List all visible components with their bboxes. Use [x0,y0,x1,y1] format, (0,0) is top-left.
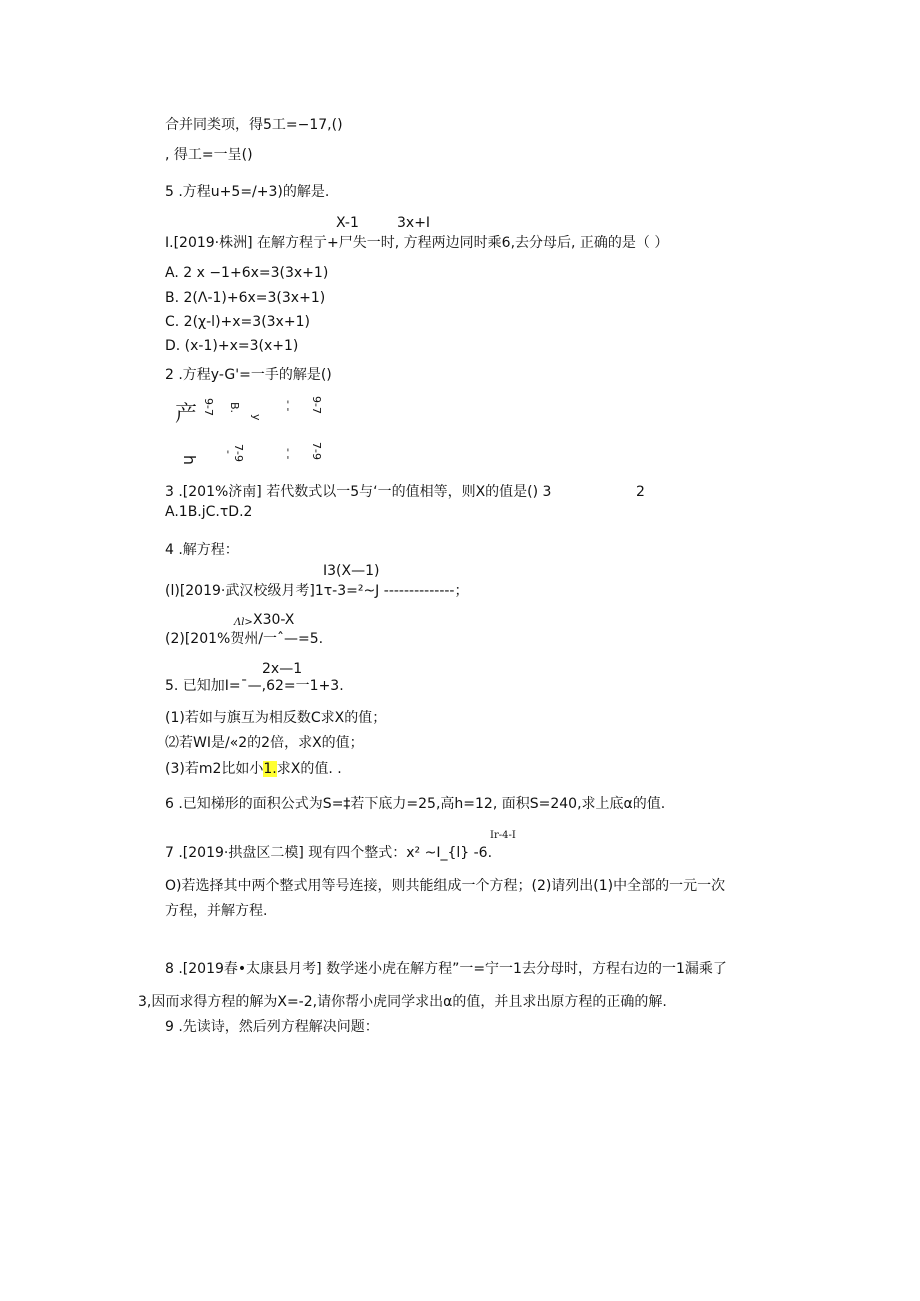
question-4-fraction-numerator: I3(X—1) [323,563,380,579]
garbled-glyph-2: h [180,454,200,466]
highlighted-value: 1. [263,761,277,777]
question-5-part-1: (1)若如与旗互为相反数C求X的值； [165,710,387,726]
merge-terms-line: 合并同类项，得5工=−17,() [165,117,343,133]
fraction-numerator-2: 3x+I [397,215,431,231]
question-7-part-1: O)若选择其中两个整式用等号连接，则共能组成一个方程；(2)请列出(1)中全部的一元一次 [165,878,726,894]
option-c: C. 2(χ-l)+x=3(3x+1) [165,314,310,330]
rotated-fragment-2: B. [228,402,241,414]
question-5-first: 5 .方程u+5=/+3)的解是. [165,184,330,200]
question-7-stem: 7 .[2019·拱盘区二模] 现有四个整式：x² ~I_{l} -6. [165,845,493,861]
rotated-fragment-6: 7-9 [232,444,245,462]
question-3-stem: 3 .[201%济南] 若代数式以一5与‘一的值相等，则X的值是() 3 [165,484,552,500]
question-1-stem: I.[2019·株洲] 在解方程亍+尸失一时, 方程两边同时乘6,去分母后, 正确的是（ ） [165,235,669,251]
question-7-superscript: Ir-4-I [490,830,516,841]
question-5-part-3 [165,762,342,776]
rotated-fragment-5: 9-7 [310,396,323,414]
garbled-glyph-1: 产 [175,402,198,427]
fraction-numerator-1: X-1 [336,215,359,231]
question-4-part-1: (l)[2019·武汉校级月考]1τ-3=²~J --------------； [165,583,469,599]
rotated-fragment-4: - - [282,400,295,412]
rotated-fragment-1: 9-7 [202,398,215,416]
question-5-part-3-suffix: 求X的值. . [276,761,342,777]
option-a: A. 2 x −1+6x=3(3x+1) [165,265,329,281]
rotated-fragment-3: y [250,414,263,421]
question-3-options: A.1B.jC.τD.2 [165,504,253,520]
question-9: 9 .先读诗，然后列方程解决问题： [165,1019,379,1035]
rotated-fragment-8: - - [282,448,295,460]
question-6: 6 .已知梯形的面积公式为S=‡若下底力=25,高h=12, 面积S=240,求上底α的值. [165,796,666,812]
question-7-part-2: 方程，并解方程. [165,903,268,919]
question-2-stem: 2 .方程y-G'=一手的解是() [165,367,332,383]
question-4-part-2: (2)[201%贺州/一ˆ—=5. [165,631,324,647]
question-4-stem: 4 .解方程： [165,542,239,558]
option-b: B. 2(Λ-1)+6x=3(3x+1) [165,290,326,306]
rotated-fragment-9: 7-9 [310,442,323,460]
question-5-part-2: ⑵若WI是/«2的2倍，求X的值； [165,735,364,751]
result-line: , 得工=一呈() [165,147,253,163]
question-8-line-2: 3,因而求得方程的解为X=-2,请你帮小虎同学求出α的值，并且求出原方程的正确的解. [138,994,667,1010]
question-3-number: 2 [636,484,645,500]
question-5-stem: 5. 已知加I=ˉ—,62=一1+3. [165,678,344,694]
rotated-fragment-7: - [222,450,235,454]
question-5-part-3-prefix: (3)若m2比如小 [165,761,264,777]
question-8-line-1: 8 .[2019春•太康县月考] 数学迷小虎在解方程”一=宁一1去分母时，方程右边的一1漏乘了 [165,961,727,977]
question-4-fraction-2-numerator: X30-X [253,612,295,628]
question-4-fraction-small: Λl> [234,617,253,628]
option-d: D. (x-1)+x=3(x+1) [165,338,299,354]
question-5-fraction-numerator: 2x—1 [262,661,303,677]
